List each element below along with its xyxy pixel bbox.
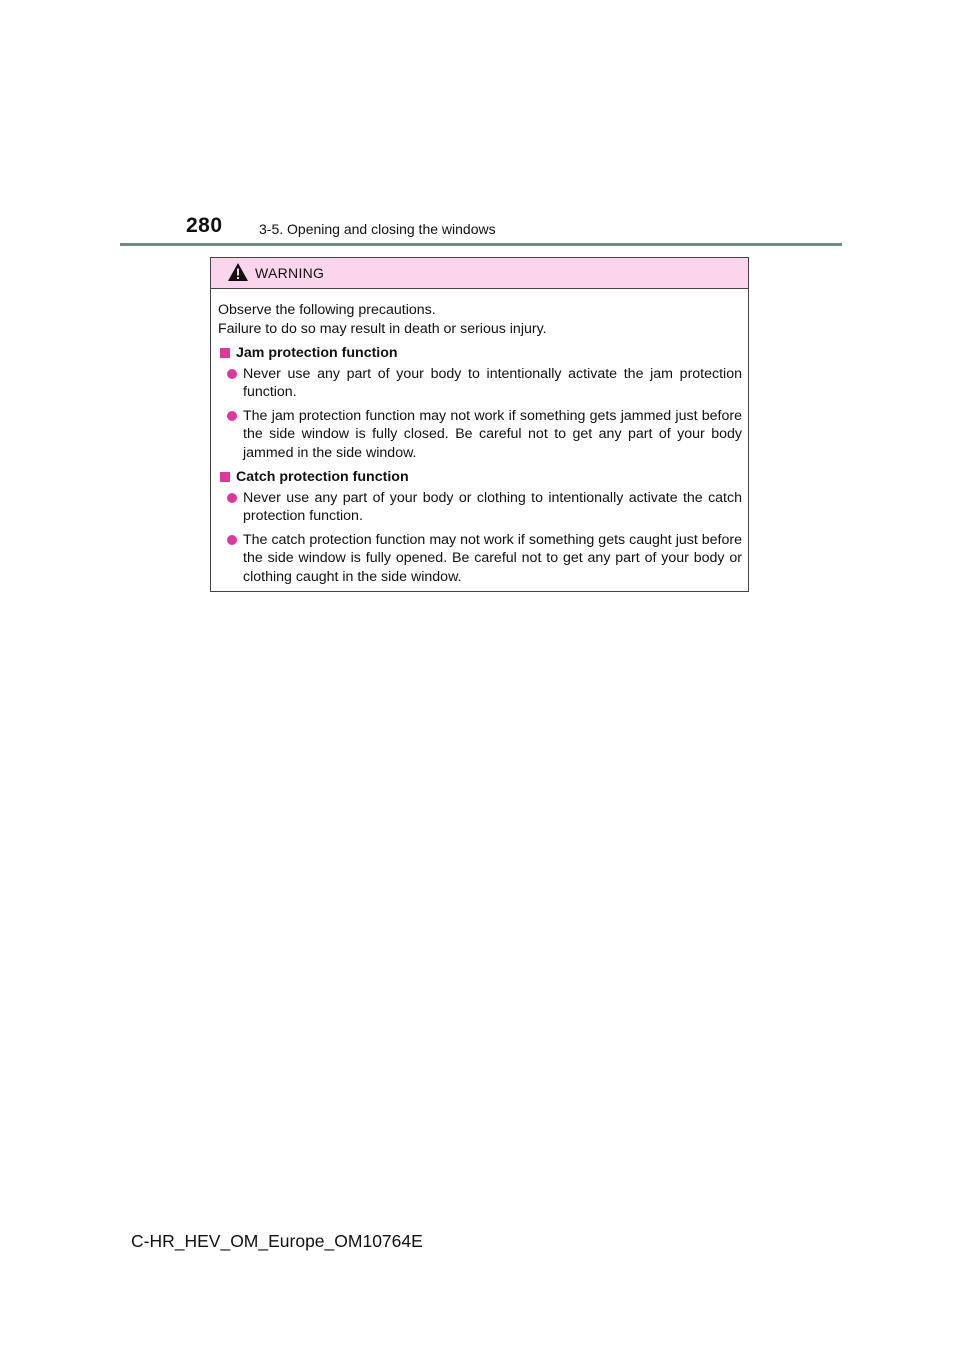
- warning-triangle-icon: [227, 262, 249, 282]
- warning-box: [210, 257, 749, 592]
- list-item-text: Never use any part of your body or clothing to intentionally activate the catch protection function.: [243, 489, 742, 524]
- round-bullet-icon: [227, 369, 237, 379]
- section-heading-jam-protection: [218, 344, 742, 363]
- list-item: [218, 489, 742, 526]
- list-item: [218, 365, 742, 402]
- list-item: [218, 531, 742, 587]
- round-bullet-icon: [227, 411, 237, 421]
- list-item-text: Never use any part of your body to intentionally activate the jam protection function.: [243, 365, 742, 400]
- catch-protection-list: [218, 489, 742, 587]
- intro-line: Failure to do so may result in death or serious injury.: [218, 320, 547, 337]
- round-bullet-icon: [227, 535, 237, 545]
- round-bullet-icon: [227, 493, 237, 503]
- warning-body: [211, 289, 748, 586]
- warning-header: [211, 258, 748, 289]
- jam-protection-list: [218, 365, 742, 463]
- list-item: [218, 407, 742, 463]
- header-divider: [120, 243, 842, 246]
- list-item-text: The catch protection function may not work if something gets caught just before the side window is fully opened. Be careful not to get any part of your body or clothing caught in the side window.: [243, 531, 742, 585]
- warning-intro: [218, 301, 742, 338]
- list-item-text: The jam protection function may not work if something gets jammed just before the side window is fully closed. Be careful not to get any part of your body jammed in the side window.: [243, 407, 742, 461]
- square-bullet-icon: [220, 472, 230, 482]
- page-number: 280: [186, 214, 223, 237]
- document-code: C-HR_HEV_OM_Europe_OM10764E: [131, 1231, 423, 1251]
- section-heading-label: Jam protection function: [236, 345, 398, 361]
- warning-title: WARNING: [255, 265, 325, 281]
- section-heading-label: Catch protection function: [236, 469, 409, 485]
- square-bullet-icon: [220, 348, 230, 358]
- intro-line: Observe the following precautions.: [218, 302, 436, 318]
- section-heading-catch-protection: [218, 468, 742, 487]
- section-title: 3-5. Opening and closing the windows: [259, 221, 496, 237]
